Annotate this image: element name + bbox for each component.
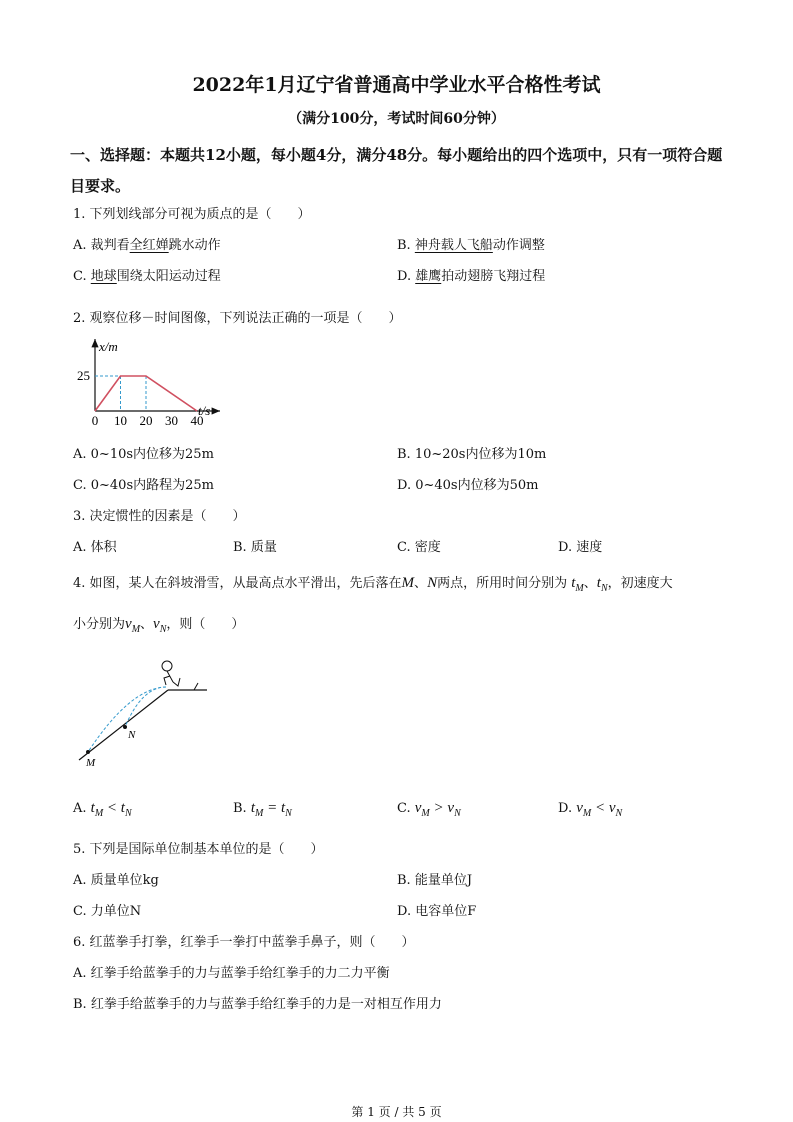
question-5-option-c: C. 力单位N [73, 904, 142, 919]
time-n [596, 575, 608, 594]
question-4-option-a [73, 800, 132, 819]
question-3-stem: 3. 决定惯性的因素是（ ） [73, 509, 246, 524]
underlined-term: 全红婵 [129, 238, 169, 253]
option-letter: D. [558, 801, 577, 816]
underlined-term: 雄鹰 [415, 269, 442, 284]
symbol-t: t [250, 800, 255, 816]
question-4-stem-line2 [73, 613, 244, 635]
symbol-v: v [414, 800, 422, 816]
symbol-t: t [280, 800, 286, 816]
option-text: A. 裁判看 [73, 238, 130, 253]
speed-m [125, 616, 141, 635]
question-1-option-d [397, 265, 545, 284]
separator: 、 [414, 576, 428, 591]
point-m-dot [86, 750, 90, 754]
stem-text: 4. 如图，某人在斜坡滑雪，从最高点水平滑出，先后落在 [73, 576, 402, 591]
option-text: 跳水动作 [168, 238, 221, 253]
subscript-m: M [582, 808, 592, 819]
symbol-t: t [120, 800, 125, 816]
symbol-t: t [90, 800, 95, 816]
subscript-n: N [615, 808, 623, 819]
x-tick-label: 0 [91, 413, 99, 428]
option-letter: C. [397, 801, 415, 816]
separator: 、 [140, 617, 154, 632]
question-6-option-a: A. 红拳手给蓝拳手的力与蓝拳手给红拳手的力二力平衡 [73, 966, 390, 981]
slope-line [79, 690, 168, 760]
underlined-term: 地球 [90, 269, 117, 284]
question-2-option-a: A. 0~10s内位移为25m [73, 447, 214, 462]
subscript-m: M [255, 808, 264, 819]
page-footer: 第 1 页 / 共 5 页 [351, 1105, 442, 1119]
question-5-stem: 5. 下列是国际单位制基本单位的是（ ） [73, 842, 324, 857]
question-3-option-b: B. 质量 [233, 540, 277, 555]
option-letter: B. [233, 801, 251, 816]
point-n-dot [123, 725, 127, 729]
stem-text: 两点，所用时间分别为 [437, 576, 568, 591]
label-m: M [86, 757, 96, 769]
question-5-option-a: A. 质量单位kg [73, 873, 159, 888]
stem-text: 小分别为 [73, 617, 126, 632]
question-1-option-b [397, 234, 545, 253]
option-text: 围绕太阳运动过程 [116, 269, 221, 284]
x-tick-label: 30 [165, 413, 178, 428]
subscript-n: N [454, 808, 461, 819]
x-tick-label: 10 [114, 413, 127, 428]
option-text: 拍动翅膀飞翔过程 [441, 269, 546, 284]
question-6-stem: 6. 红蓝拳手打拳，红拳手一拳打中蓝拳手鼻子，则（ ） [73, 935, 415, 950]
subscript-n: N [285, 808, 292, 819]
separator: 、 [583, 576, 597, 591]
operator: = [267, 800, 278, 816]
question-4-option-b [233, 800, 292, 819]
stem-text: ，初速度大 [607, 576, 673, 591]
question-3-option-d: D. 速度 [558, 540, 603, 555]
skier-head-icon [162, 661, 172, 671]
symbol-t: t [596, 575, 601, 591]
question-3-option-a: A. 体积 [73, 540, 117, 555]
question-2-option-b: B. 10~20s内位移为10m [397, 447, 547, 462]
subscript-m: M [94, 808, 104, 819]
option-text: D. [397, 269, 416, 284]
subscript-m: M [131, 624, 141, 635]
symbol-v: v [153, 616, 160, 632]
subscript-n: N [159, 624, 167, 635]
point-m: M [401, 575, 415, 591]
symbol-v: v [125, 616, 132, 632]
question-5-option-d: D. 电容单位F [397, 904, 477, 919]
subscript-n: N [124, 808, 132, 819]
x-axis-label: t/s [198, 403, 211, 418]
question-1-option-c [73, 265, 221, 284]
point-n: N [427, 575, 438, 591]
exam-subtitle: （满分100分，考试时间60分钟） [288, 111, 505, 127]
subscript-n: N [600, 583, 608, 594]
question-2-stem: 2. 观察位移－时间图像，下列说法正确的一项是（ ） [73, 311, 402, 326]
formula-c [414, 800, 461, 819]
underlined-term: 神舟载人飞船 [414, 238, 493, 253]
option-text: B. [397, 238, 415, 253]
symbol-t: t [571, 575, 576, 591]
question-5-option-b: B. 能量单位J [397, 873, 473, 888]
symbol-v: v [576, 800, 583, 816]
stem-text: ，则（ ） [166, 617, 245, 632]
y-axis-label: x/m [99, 339, 118, 354]
question-4-option-d [558, 800, 622, 819]
operator: > [433, 800, 444, 816]
trajectory-m [88, 687, 166, 752]
exam-title: 2022年1月辽宁省普通高中学业水平合格性考试 [192, 74, 601, 96]
question-1-stem: 1. 下列划线部分可视为质点的是（ ） [73, 207, 311, 222]
subscript-m: M [575, 583, 584, 594]
y-tick-label: 25 [77, 368, 90, 383]
formula-a [90, 800, 132, 819]
ski-pole [194, 683, 198, 690]
xt-graph [68, 333, 228, 433]
speed-n [153, 616, 167, 635]
symbol-v: v [608, 800, 616, 816]
question-6-option-b: B. 红拳手给蓝拳手的力与蓝拳手给红拳手的力是一对相互作用力 [73, 997, 442, 1012]
label-n: N [128, 729, 136, 741]
formula-b [250, 800, 292, 819]
option-letter: A. [73, 801, 91, 816]
formula-d [576, 800, 623, 819]
subscript-m: M [421, 808, 430, 819]
question-4-option-c [397, 800, 461, 819]
question-2-option-c: C. 0~40s内路程为25m [73, 478, 214, 493]
question-3-option-c: C. 密度 [397, 540, 441, 555]
option-text: 动作调整 [492, 238, 545, 253]
question-4-stem-line1 [73, 572, 673, 594]
option-text: C. [73, 269, 91, 284]
x-tick-label: 20 [139, 413, 153, 428]
operator: < [595, 800, 606, 816]
question-1-option-a [73, 234, 221, 253]
skier-body-icon [164, 671, 180, 686]
time-m [571, 575, 584, 594]
section-heading: 一、选择题：本题共12小题，每小题4分，满分48分。每小题给出的四个选项中，只有一项符合题目要求。 [70, 146, 723, 195]
ski-slope-figure [70, 650, 220, 775]
operator: < [106, 800, 118, 816]
symbol-v: v [447, 800, 455, 816]
x-tick-label: 40 [190, 413, 204, 428]
question-2-option-d: D. 0~40s内位移为50m [397, 478, 539, 493]
